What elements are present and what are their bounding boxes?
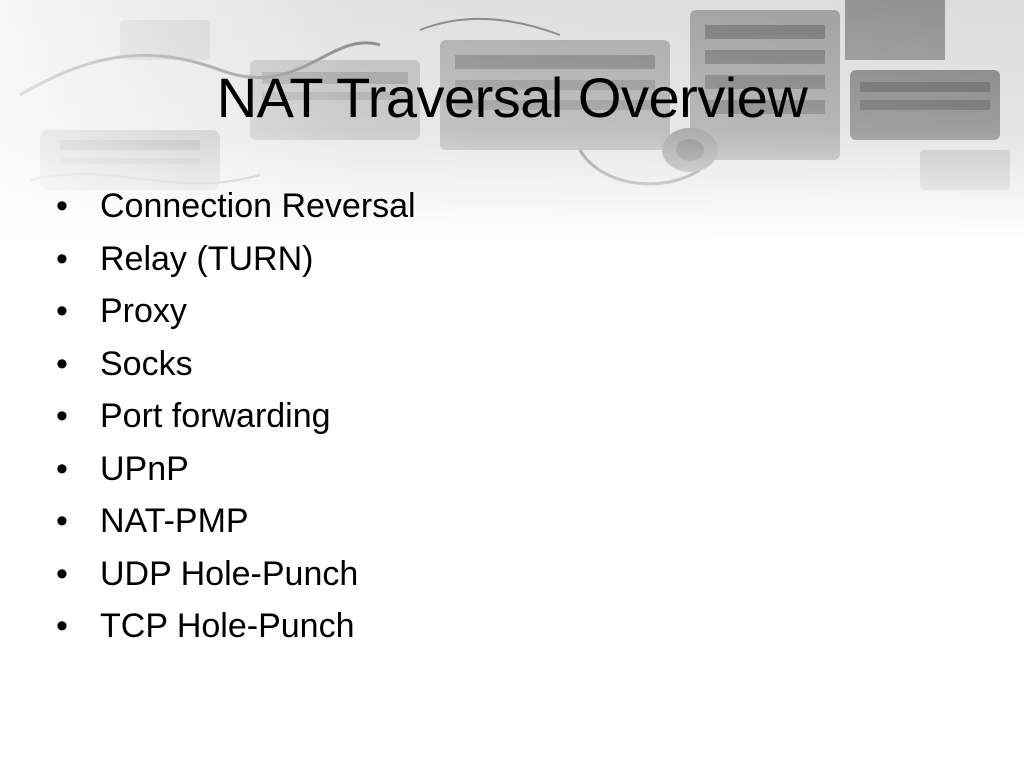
list-item	[56, 338, 416, 391]
bullet-icon: •	[56, 554, 68, 593]
list-item-text: NAT-PMP	[100, 502, 249, 540]
list-item	[56, 548, 416, 601]
list-item	[56, 285, 416, 338]
list-item-text: Proxy	[100, 292, 187, 330]
bullet-list	[56, 180, 416, 653]
bullet-icon: •	[56, 187, 68, 225]
bullet-icon: •	[56, 239, 68, 278]
list-item	[56, 390, 416, 443]
list-item	[56, 443, 416, 496]
list-item-text: UDP Hole-Punch	[100, 554, 359, 593]
list-item	[56, 180, 416, 233]
list-item	[56, 233, 416, 286]
list-item-text: Socks	[100, 344, 193, 383]
list-item	[56, 600, 416, 653]
bullet-icon: •	[56, 607, 68, 645]
list-item-text: Connection Reversal	[100, 187, 416, 225]
bullet-icon: •	[56, 292, 68, 330]
list-item-text: Port forwarding	[100, 397, 331, 435]
list-item-text: UPnP	[100, 449, 189, 488]
slide-title: NAT Traversal Overview	[216, 66, 808, 129]
list-item	[56, 495, 416, 548]
bullet-icon: •	[56, 449, 68, 488]
bullet-icon: •	[56, 397, 68, 435]
list-item-text: Relay (TURN)	[100, 239, 314, 278]
bullet-icon: •	[56, 502, 68, 540]
list-item-text: TCP Hole-Punch	[100, 607, 355, 645]
bullet-icon: •	[56, 344, 68, 383]
